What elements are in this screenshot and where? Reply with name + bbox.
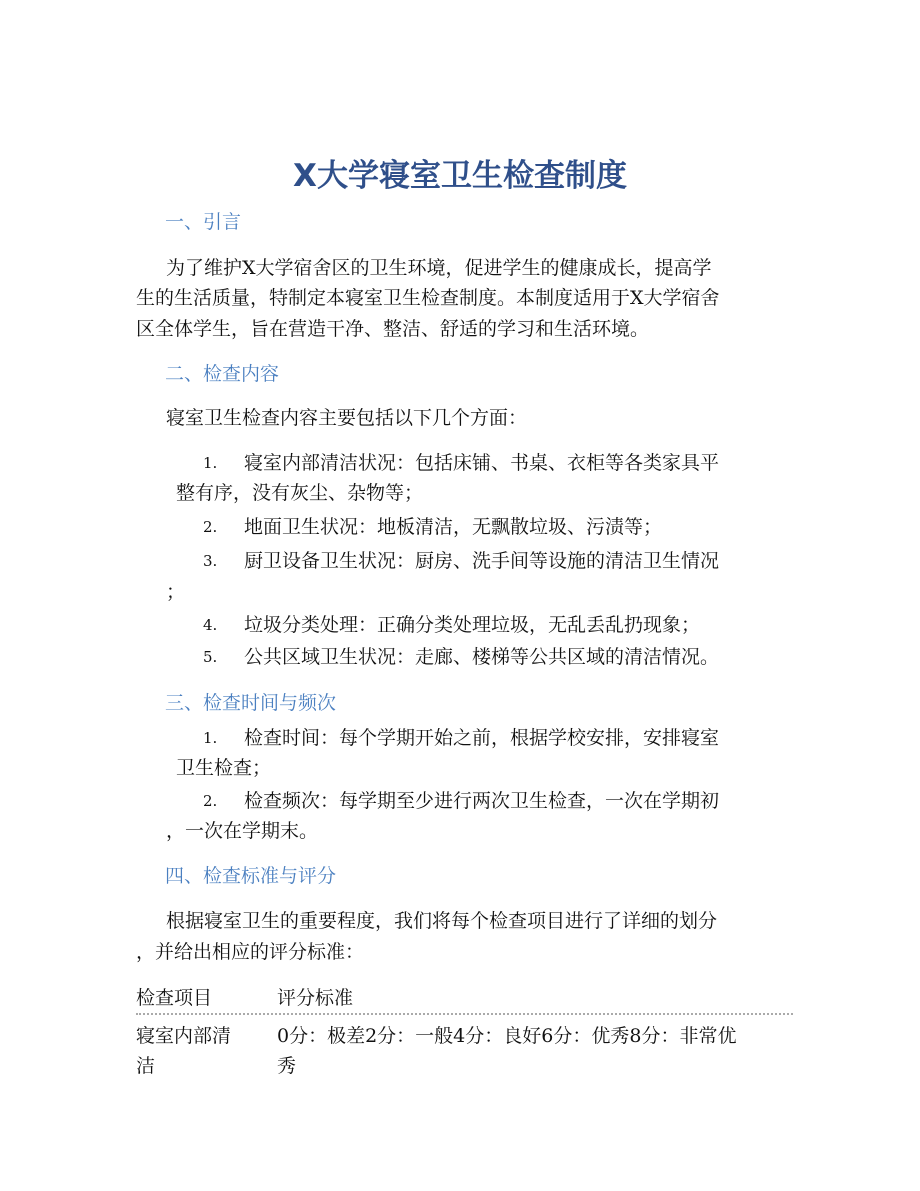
list-number: 1. [203, 454, 218, 472]
list-item: 检查频次：每学期至少进行两次卫生检查，一次在学期初 [244, 790, 720, 812]
table-header-criteria: 评分标准 [277, 987, 354, 1009]
table-cell-item: 洁 [136, 1055, 156, 1077]
list-number: 4. [203, 616, 218, 634]
list-item-continuation: ； [166, 581, 186, 603]
paragraph-line: 为了维护X大学宿舍区的卫生环境，促进学生的健康成长，提高学 [166, 257, 712, 279]
list-item-continuation: ，一次在学期末。 [166, 820, 319, 842]
list-number: 2. [203, 518, 218, 536]
table-header-divider [136, 1013, 793, 1015]
list-item: 公共区域卫生状况：走廊、楼梯等公共区域的清洁情况。 [244, 646, 720, 668]
list-number: 3. [203, 552, 218, 570]
document-title: X大学寝室卫生检查制度 [293, 158, 627, 194]
section-heading-schedule: 三、检查时间与频次 [165, 692, 337, 714]
section-heading-content: 二、检查内容 [165, 363, 280, 385]
list-item-continuation: 整有序，没有灰尘、杂物等； [176, 482, 424, 504]
table-cell-criteria: 秀 [277, 1055, 297, 1077]
list-item-continuation: 卫生检查； [176, 757, 272, 779]
list-item: 寝室内部清洁状况：包括床铺、书桌、衣柜等各类家具平 [244, 452, 720, 474]
table-header-item: 检查项目 [136, 987, 213, 1009]
list-number: 5. [203, 648, 218, 666]
list-item: 地面卫生状况：地板清洁，无飘散垃圾、污渍等； [244, 516, 663, 538]
paragraph-line: 生的生活质量，特制定本寝室卫生检查制度。本制度适用于X大学宿舍 [136, 287, 720, 309]
section-heading-standards: 四、检查标准与评分 [165, 865, 337, 887]
paragraph-line: 根据寝室卫生的重要程度，我们将每个检查项目进行了详细的划分 [166, 910, 718, 932]
paragraph-line: 寝室卫生检查内容主要包括以下几个方面： [166, 407, 528, 429]
list-item: 厨卫设备卫生状况：厨房、洗手间等设施的清洁卫生情况 [244, 550, 720, 572]
list-number: 1. [203, 729, 218, 747]
paragraph-line: 区全体学生，旨在营造干净、整洁、舒适的学习和生活环境。 [136, 318, 650, 340]
paragraph-line: ，并给出相应的评分标准： [136, 941, 365, 963]
table-cell-item: 寝室内部清 [136, 1025, 232, 1047]
list-item: 垃圾分类处理：正确分类处理垃圾，无乱丢乱扔现象； [244, 614, 701, 636]
table-cell-criteria: 0分：极差2分：一般4分：良好6分：优秀8分：非常优 [277, 1025, 737, 1047]
list-number: 2. [203, 792, 218, 810]
section-heading-intro: 一、引言 [165, 211, 242, 233]
list-item: 检查时间：每个学期开始之前，根据学校安排，安排寝室 [244, 727, 720, 749]
